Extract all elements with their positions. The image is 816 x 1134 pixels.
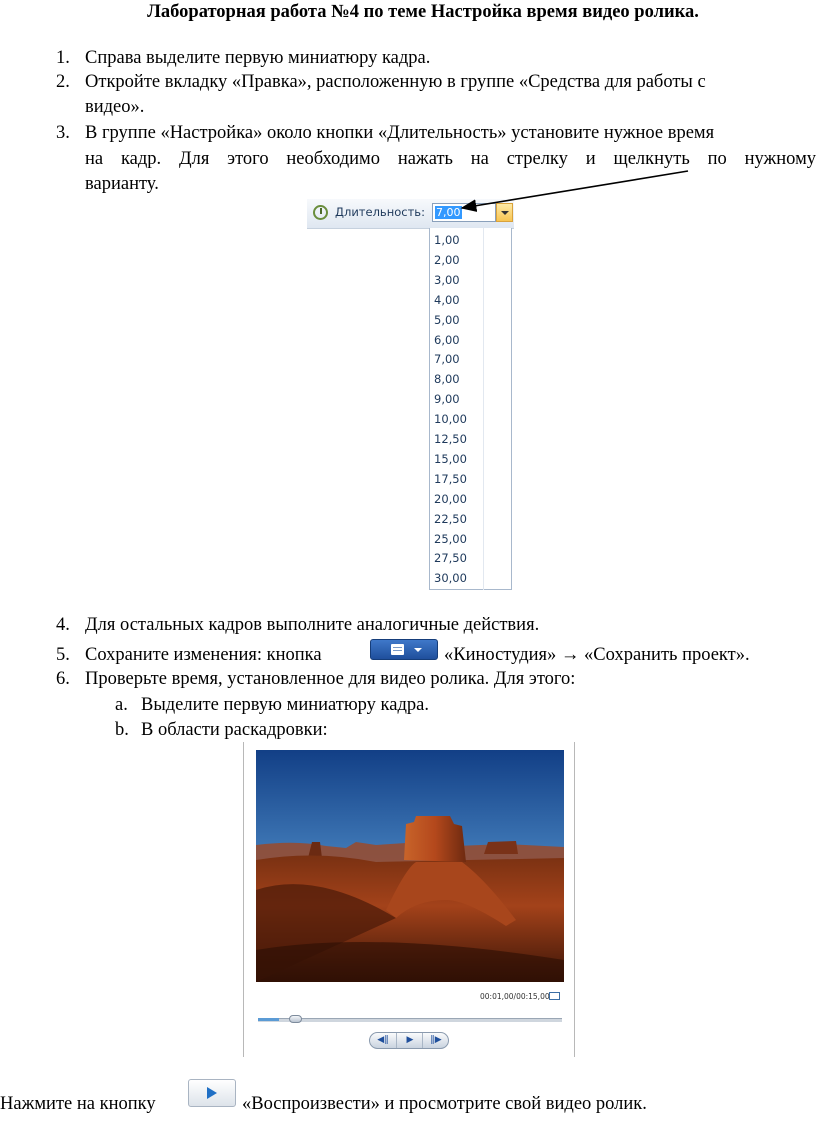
duration-option[interactable]: 22,50 xyxy=(434,511,467,526)
step-number: 6. xyxy=(56,669,70,689)
timecode: 00:01,00/00:15,00 xyxy=(480,992,550,1001)
duration-option[interactable]: 15,00 xyxy=(434,451,467,466)
substep-text: В области раскадровки: xyxy=(141,720,328,740)
step-number: 1. xyxy=(56,48,70,68)
duration-option[interactable]: 9,00 xyxy=(434,392,460,407)
duration-option[interactable]: 4,00 xyxy=(434,292,460,307)
duration-label: Длительность: xyxy=(335,205,425,219)
seek-progress xyxy=(258,1018,279,1021)
step-text: Проверьте время, установленное для видео ролика. Для этого: xyxy=(85,669,576,689)
step-number: 5. xyxy=(56,645,70,665)
play-button[interactable]: ▶ xyxy=(396,1033,423,1048)
duration-option[interactable]: 2,00 xyxy=(434,252,460,267)
page-title: Лабораторная работа №4 по теме Настройка время видео ролика. xyxy=(147,2,699,22)
step-text-justified: на кадр. Для этого необходимо нажать на стрелку и щелкнуть по нужному xyxy=(85,149,816,169)
duration-option[interactable]: 7,00 xyxy=(434,352,460,367)
duration-option[interactable]: 17,50 xyxy=(434,471,467,486)
step-text-cont: варианту. xyxy=(85,174,159,194)
duration-option[interactable]: 5,00 xyxy=(434,312,460,327)
duration-option[interactable]: 10,00 xyxy=(434,412,467,427)
play-icon[interactable] xyxy=(188,1079,236,1107)
duration-option[interactable]: 12,50 xyxy=(434,432,467,446)
movie-maker-menu-button[interactable] xyxy=(370,639,438,660)
duration-value: 7,00 xyxy=(436,206,461,219)
seek-thumb[interactable] xyxy=(289,1015,302,1023)
step-number: 2. xyxy=(56,72,70,92)
step-text-cont: «Киностудия» → «Сохранить проект». xyxy=(444,645,750,665)
previous-frame-button[interactable]: ◀‖ xyxy=(377,1035,389,1045)
desert-butte-photo xyxy=(256,750,564,982)
next-frame-button[interactable]: ‖▶ xyxy=(422,1033,449,1048)
duration-option[interactable]: 3,00 xyxy=(434,272,460,287)
duration-option[interactable]: 27,50 xyxy=(434,551,467,566)
step-number: 4. xyxy=(56,615,70,635)
step-number: 3. xyxy=(56,123,70,143)
movie-maker-menu-icon xyxy=(391,644,404,655)
chevron-down-icon xyxy=(414,648,422,652)
seek-bar[interactable] xyxy=(258,1018,562,1022)
step-text: Сохраните изменения: кнопка xyxy=(85,645,322,665)
final-instruction: Нажмите на кнопку xyxy=(0,1094,156,1114)
duration-option[interactable]: 1,00 xyxy=(434,233,460,247)
duration-option[interactable]: 6,00 xyxy=(434,332,460,347)
step-text-cont: видео». xyxy=(85,97,145,117)
duration-option[interactable]: 30,00 xyxy=(434,571,467,586)
step-text: Откройте вкладку «Правка», расположенную в группе «Средства для работы с xyxy=(85,72,706,92)
storyboard-preview xyxy=(243,742,575,1057)
step-text: Справа выделите первую миниатюру кадра. xyxy=(85,48,431,68)
final-instruction-cont: «Воспроизвести» и просмотрите свой видео ролик. xyxy=(242,1094,647,1114)
duration-option[interactable]: 20,00 xyxy=(434,491,467,506)
playback-controls xyxy=(369,1032,449,1049)
substep-letter: a. xyxy=(115,695,128,715)
step-text: В группе «Настройка» около кнопки «Длительность» установите нужное время xyxy=(85,123,715,143)
step-text: Для остальных кадров выполните аналогичные действия. xyxy=(85,615,540,635)
substep-text: Выделите первую миниатюру кадра. xyxy=(141,695,429,715)
duration-option[interactable]: 8,00 xyxy=(434,372,460,387)
substep-letter: b. xyxy=(115,720,129,740)
duration-option[interactable]: 25,00 xyxy=(434,531,467,546)
fullscreen-icon[interactable] xyxy=(549,992,560,1000)
